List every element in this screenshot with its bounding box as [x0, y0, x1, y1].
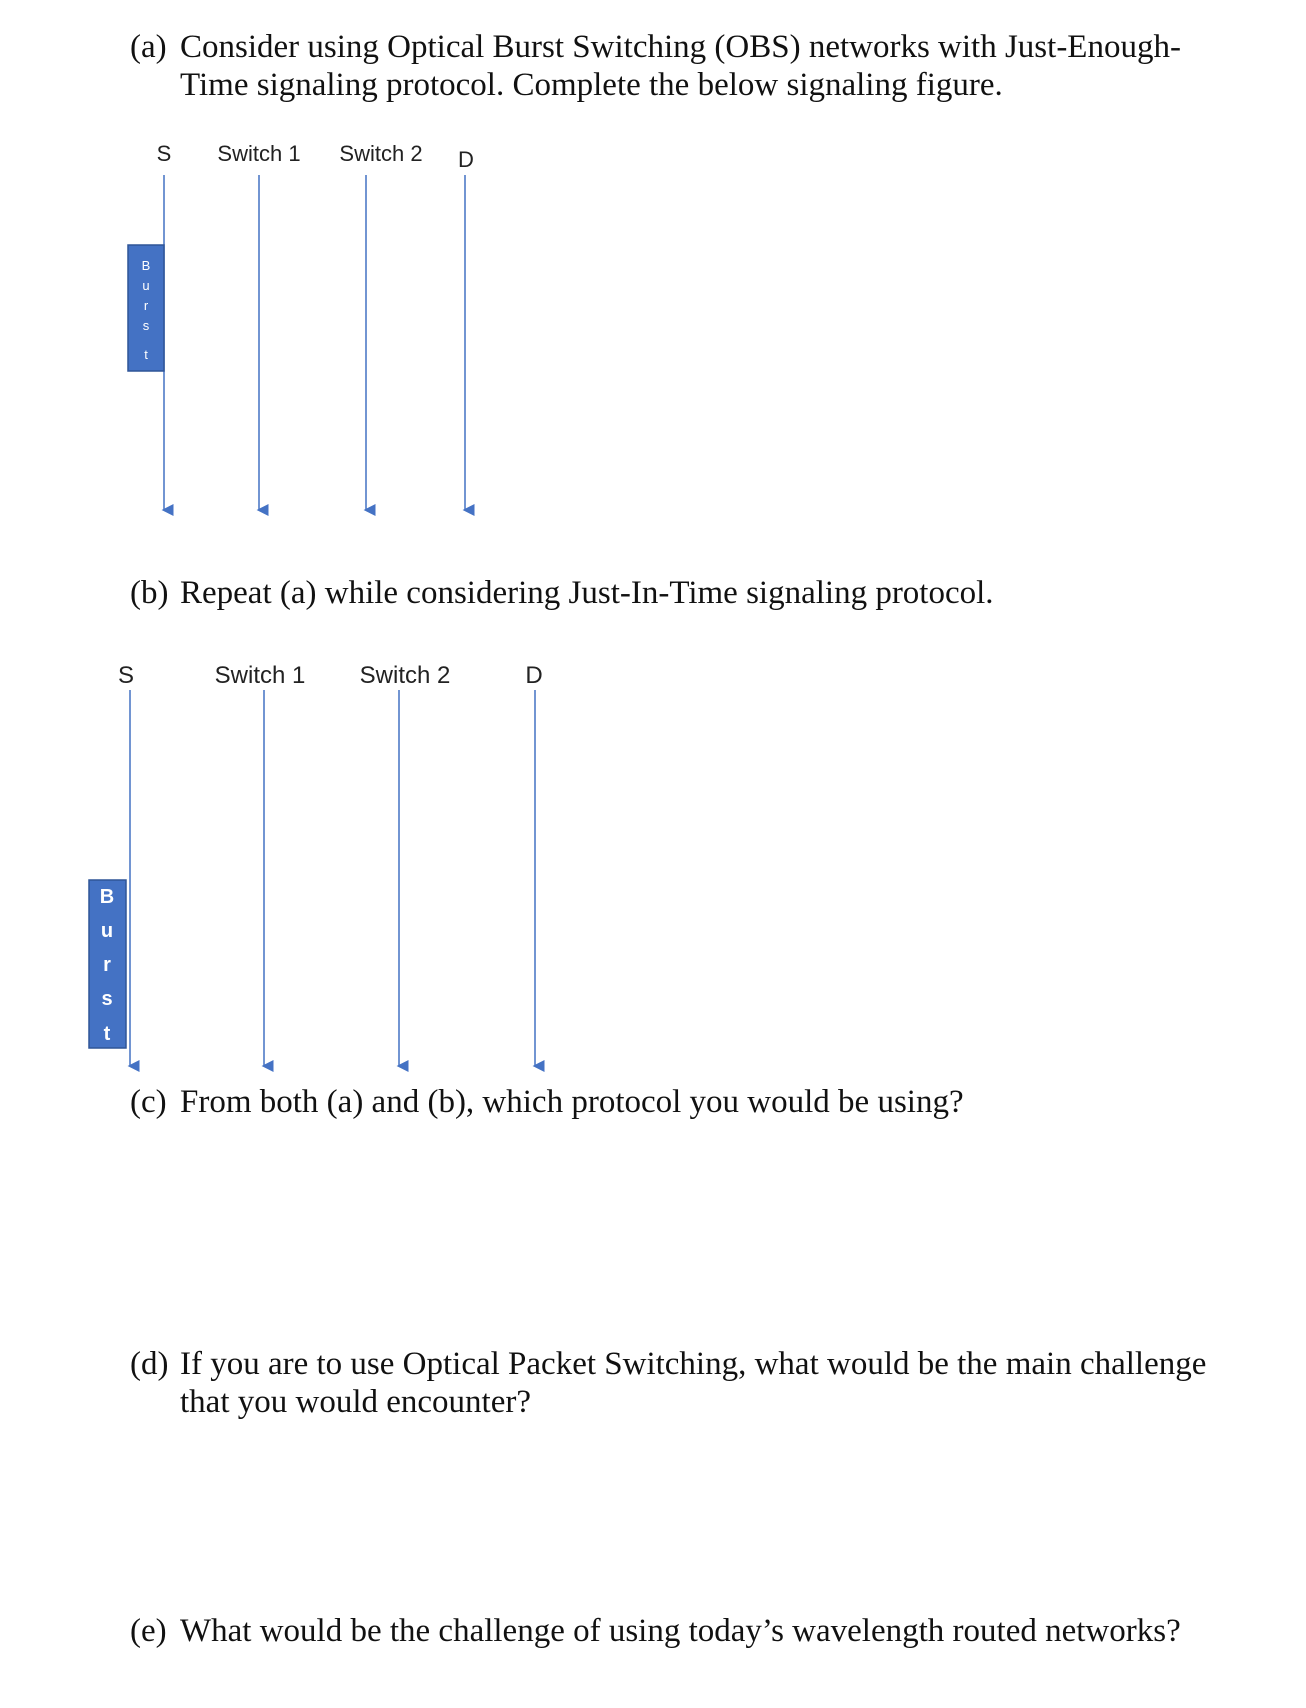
burst-letter: s — [142, 318, 150, 333]
node-label-switch-2: Switch 2 — [359, 662, 451, 689]
node-label-d: D — [458, 147, 474, 172]
burst-letter: t — [103, 1023, 111, 1045]
burst-letter: u — [100, 920, 114, 942]
question-c-text-line1: From both (a) and (b), which protocol you would be using? — [180, 1084, 964, 1120]
question-c — [130, 1083, 964, 1121]
question-c-label: (c) — [130, 1084, 167, 1120]
burst-letter: B — [141, 258, 151, 273]
burst-letter: r — [103, 954, 111, 976]
question-e-label: (e) — [130, 1613, 167, 1649]
node-label-switch-1: Switch 1 — [217, 141, 301, 166]
burst-letter: t — [144, 347, 148, 362]
node-label-s: S — [156, 141, 172, 166]
question-b-label: (b) — [130, 575, 169, 611]
burst-letter: u — [142, 278, 150, 293]
node-label-d: D — [525, 662, 543, 689]
question-d-text-line2: that you would encounter? — [180, 1384, 531, 1420]
question-d-text-line1: If you are to use Optical Packet Switching, what would be the main challenge — [180, 1346, 1207, 1382]
node-label-switch-1: Switch 1 — [214, 662, 306, 689]
node-label-switch-2: Switch 2 — [339, 141, 423, 166]
question-b-text-line1: Repeat (a) while considering Just-In-Time signaling protocol. — [180, 575, 994, 611]
question-a-label: (a) — [130, 29, 167, 65]
burst-letter: B — [99, 886, 115, 908]
question-a-text-line1: Consider using Optical Burst Switching (OBS) networks with Just-Enough- — [180, 29, 1181, 65]
node-label-s: S — [117, 662, 135, 689]
burst-letter: s — [101, 988, 113, 1010]
question-a-text-line2: Time signaling protocol. Complete the below signaling figure. — [180, 67, 1003, 103]
question-d — [130, 1345, 1206, 1421]
question-e-text-line1: What would be the challenge of using today’s wavelength routed networks? — [180, 1613, 1181, 1649]
question-d-label: (d) — [130, 1346, 169, 1382]
burst-letter: r — [143, 298, 149, 313]
question-e — [130, 1612, 1181, 1650]
